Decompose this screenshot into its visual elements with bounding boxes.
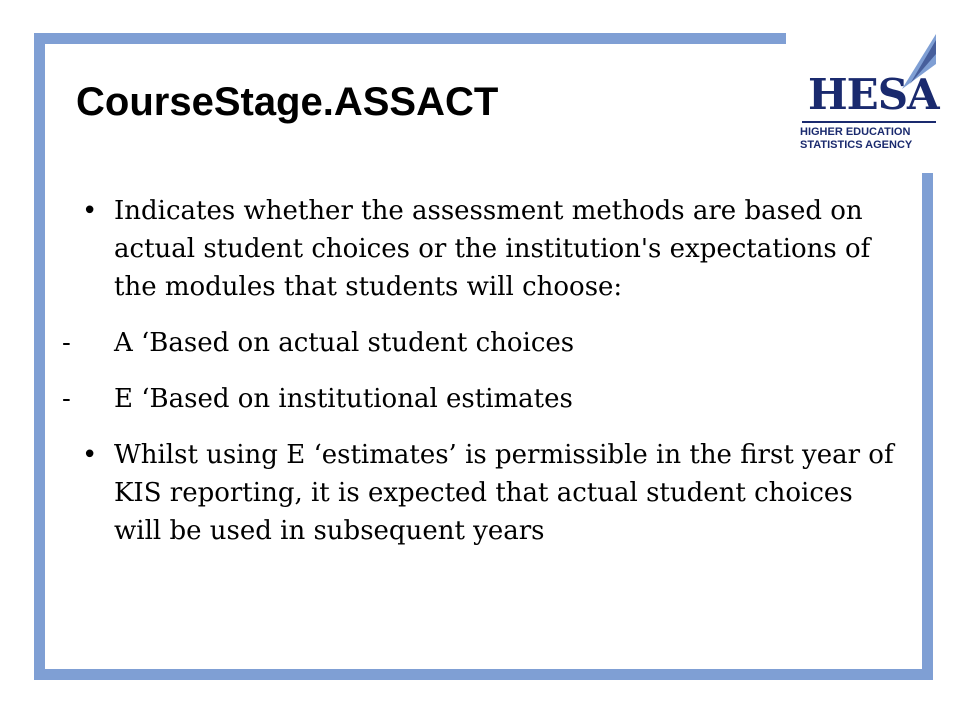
dash-text: E ‘Based on institutional estimates: [114, 384, 573, 414]
bullet-text: Indicates whether the assessment methods are based on actual student choices or the institution's expectations of the modules that students will choose:: [114, 196, 871, 302]
slide-title: CourseStage.ASSACT: [76, 80, 499, 124]
bullet-text: Whilst using E ‘estimates’ is permissible in the first year of KIS reporting, it is expected that actual student choices will be used in subsequent years: [114, 440, 894, 546]
slide-body: [62, 192, 906, 550]
logo-line-1: HIGHER EDUCATION: [800, 126, 911, 138]
logo-wordmark: HESA: [808, 70, 939, 119]
bullet-marker: •: [82, 196, 98, 226]
frame-left-bar: [34, 33, 45, 680]
bullet-item: [76, 192, 906, 306]
frame-bottom-bar: [34, 669, 933, 680]
frame-right-bar: [922, 173, 933, 680]
logo-line-2: STATISTICS AGENCY: [800, 139, 913, 151]
dash-text: A ‘Based on actual student choices: [114, 328, 575, 358]
frame-top-bar: [34, 33, 786, 44]
dash-item: [62, 324, 906, 362]
dash-item: [62, 380, 906, 418]
dash-marker: -: [62, 328, 71, 358]
bullet-item: [76, 436, 906, 550]
hesa-logo: [790, 34, 938, 159]
dash-marker: -: [62, 384, 71, 414]
bullet-marker: •: [82, 440, 98, 470]
